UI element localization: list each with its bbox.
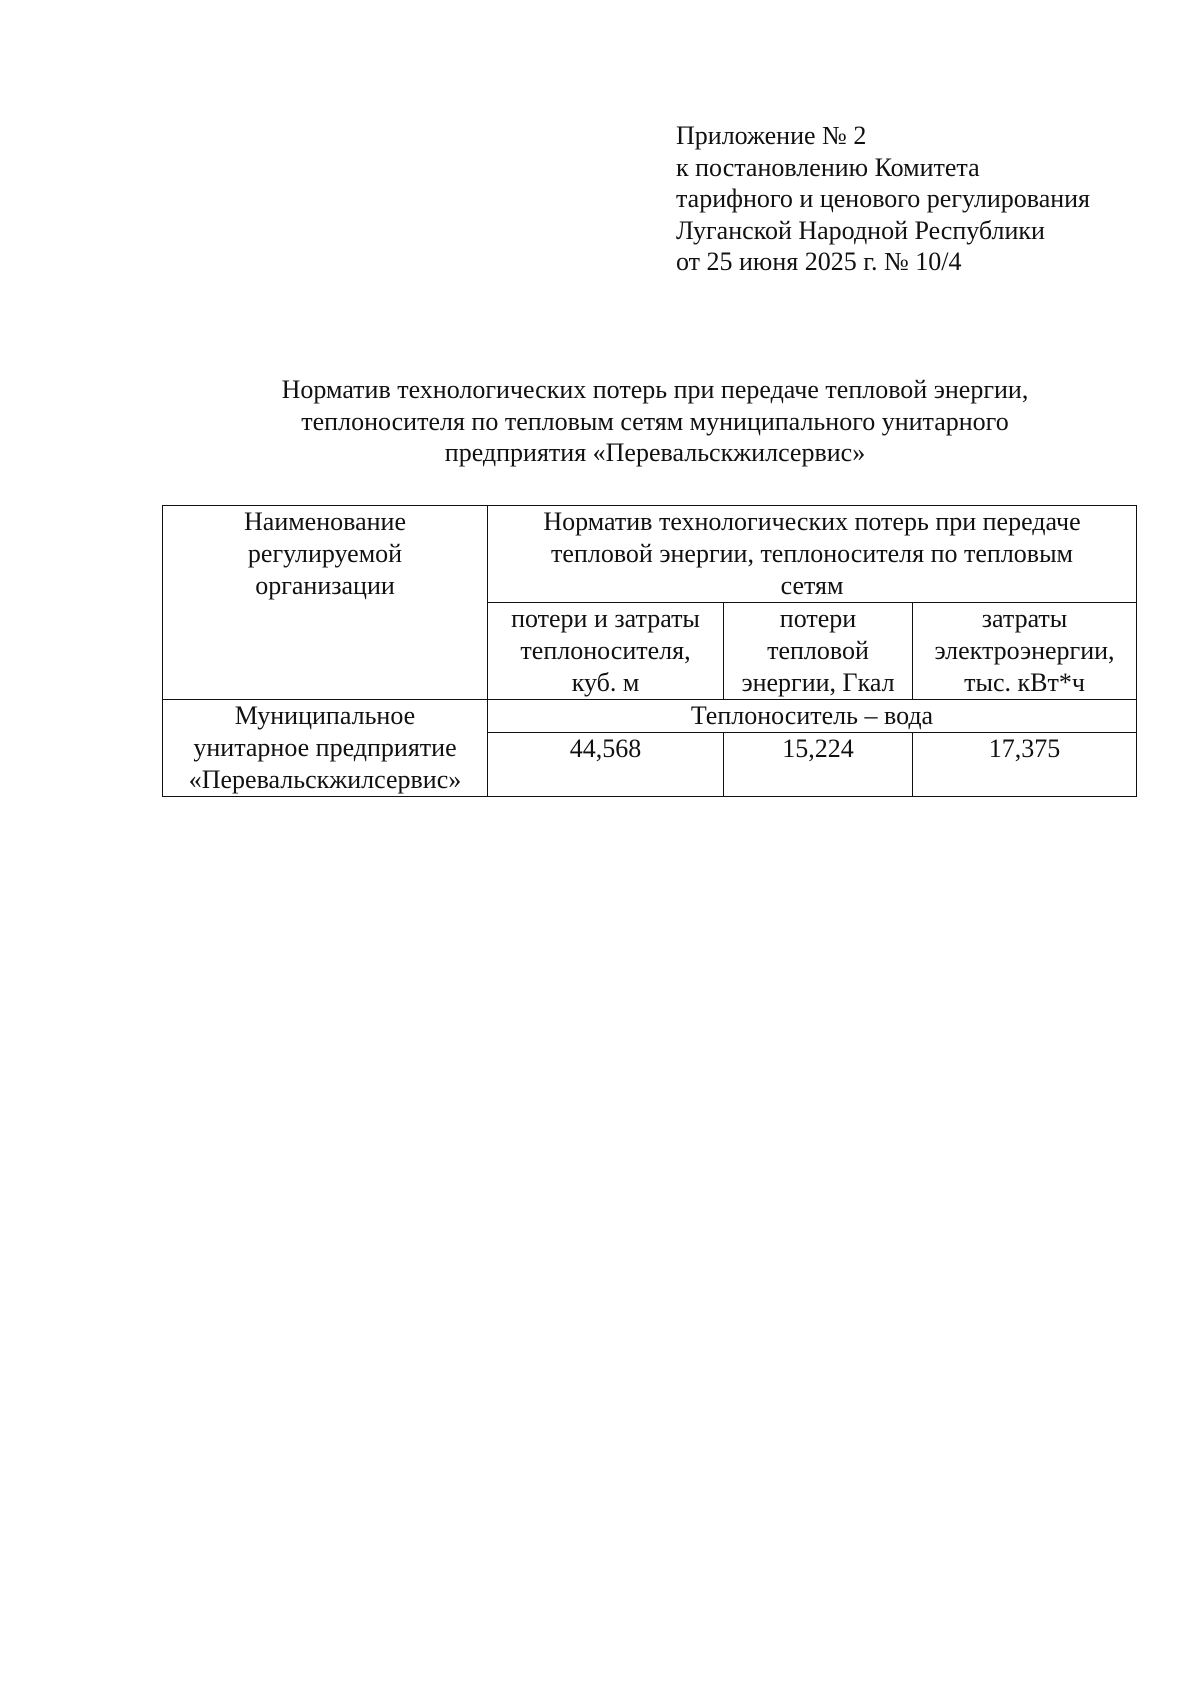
appendix-line: Луганской Народной Республики (676, 215, 1045, 245)
appendix-line: тарифного и ценового регулирования (676, 184, 1091, 213)
electricity-cost-value: 17,375 (913, 733, 1137, 797)
appendix-line: от 25 июня 2025 г. № 10/4 (676, 247, 962, 276)
header-text-line: энергии, Гкал (741, 668, 895, 697)
electricity-cost-header (913, 603, 1137, 700)
coolant-loss-header (488, 603, 724, 700)
organization-name-line: унитарное предприятие (193, 733, 457, 762)
header-text-line: сетям (780, 571, 844, 600)
appendix-line: Приложение № 2 (676, 121, 867, 150)
header-text-line: потери (779, 604, 857, 633)
organization-name-line: Муниципальное (234, 701, 416, 730)
coolant-loss-value: 44,568 (488, 733, 724, 797)
organization-name-line: «Перевальскжилсервис» (188, 765, 462, 794)
organization-name-cell (163, 700, 488, 797)
table-row (163, 700, 1137, 733)
norm-table (162, 505, 1137, 797)
table-header-row (163, 506, 1137, 603)
org-column-header (163, 506, 488, 700)
heat-loss-header (724, 603, 913, 700)
header-text-line: тепловой (767, 636, 869, 665)
header-text-line: регулируемой (247, 539, 403, 568)
header-text-line: Норматив технологических потерь при передаче (543, 507, 1081, 536)
header-text-line: организации (255, 571, 395, 600)
title-line: предприятия «Перевальскжилсервис» (444, 438, 866, 467)
header-text-line: куб. м (571, 668, 640, 697)
appendix-block (676, 120, 1090, 278)
header-text-line: теплоносителя, (520, 636, 691, 665)
heat-carrier-cell: Теплоноситель – вода (488, 700, 1137, 733)
header-text-line: затраты (981, 604, 1068, 633)
header-text-line: тыс. кВт*ч (964, 668, 1085, 697)
title-line: Норматив технологических потерь при передаче тепловой энергии, (281, 375, 1029, 404)
title-line: теплоносителя по тепловым сетям муниципального унитарного (301, 406, 1009, 436)
norm-group-header (488, 506, 1137, 603)
heat-loss-value: 15,224 (724, 733, 913, 797)
header-text-line: потери и затраты (511, 604, 700, 633)
header-text-line: Наименование (244, 507, 406, 536)
document-title (160, 374, 1150, 469)
header-text-line: электроэнергии, (934, 636, 1115, 665)
header-text-line: тепловой энергии, теплоносителя по тепловым (551, 539, 1073, 568)
appendix-line: к постановлению Комитета (676, 152, 980, 182)
